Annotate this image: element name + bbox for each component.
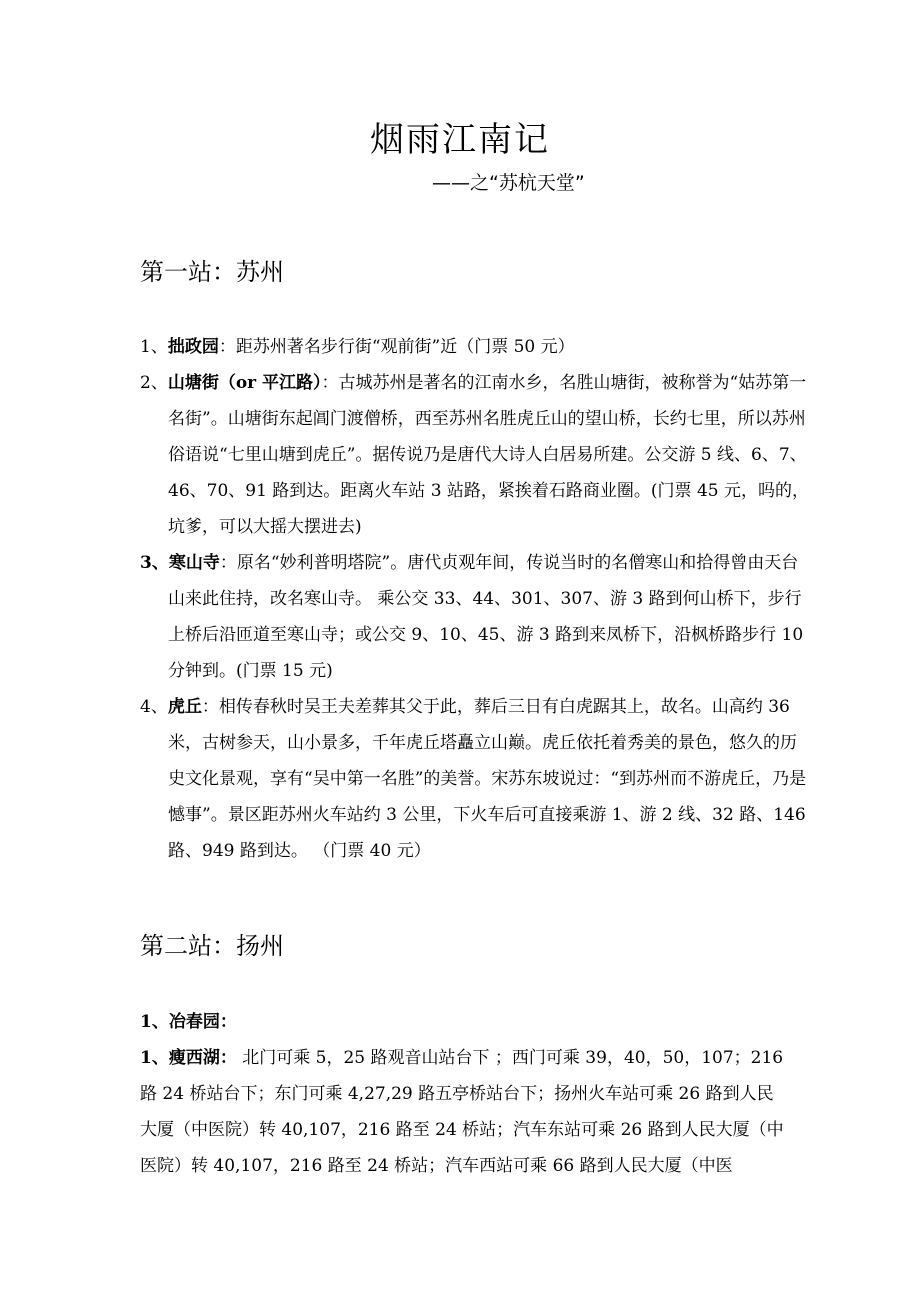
item-number: 1、 [140,1012,169,1032]
item-separator: ： [321,373,339,393]
document-title: 烟雨江南记 [370,120,550,160]
item-separator: ： [219,1048,237,1068]
item-number: 4、 [140,697,168,717]
item-label: 虎丘 [167,697,202,717]
item-text: 北门可乘 5，25 路观音山站台下 ；西门可乘 39，40，50，107；216 路 24 桥站台下；东门可乘 4,27,29 路五亭桥站台下；扬州火车站可乘 26 路到人民大厦（中医院）转 40,107，216 路至 24 桥站；汽车东站可乘 26 路到人民大厦（中医院）转 40,107，216 路至 24 桥站；汽车西站可乘 66 路到人民大厦（中医 [140,1048,784,1176]
item-separator: ： [218,337,236,357]
list-item [140,329,813,365]
item-separator: ： [219,553,237,573]
list-item [140,689,813,869]
item-separator: ： [219,1012,237,1032]
document-subtitle: ——之“苏杭天堂” [432,172,585,194]
list-item [140,545,813,689]
item-text: 相传春秋时吴王夫差葬其父于此，葬后三日有白虎踞其上，故名。山高约 36 米，古树参天，山小景多，千年虎丘塔矗立山巅。虎丘依托着秀美的景色，悠久的历史文化景观，享有“吴中第一名胜”的美誉。宋苏东坡说过：“到苏州而不游虎丘，乃是憾事”。景区距苏州火车站约 3 公里，下火车后可直接乘游 1、游 2 线、32 路、146 路、949 路到达。 （门票 40 元） [168,697,807,861]
item-text: 距苏州著名步行街“观前街”近（门票 50 元） [235,337,575,357]
item-label: 冶春园 [168,1012,220,1032]
item-separator: ： [201,697,219,717]
item-number: 1、 [140,1048,169,1068]
item-number: 1、 [140,337,168,357]
section-heading-yangzhou: 第二站：扬州 [140,932,284,960]
item-label: 寒山寺 [168,553,220,573]
list-item [140,1040,785,1184]
item-number: 2、 [140,373,168,393]
item-number: 3、 [140,553,169,573]
item-text: 原名“妙利普明塔院”。唐代贞观年间，传说当时的名僧寒山和拾得曾由天台山来此住持，改名寒山寺。 乘公交 33、44、301、307、游 3 路到何山桥下，步行上桥后沿匝道至寒山寺；或公交 9、10、45、游 3 路到来凤桥下，沿枫桥路步行 10 分钟到。(门票 15 元) [168,553,804,681]
item-label: 瘦西湖 [168,1048,220,1068]
list-item [140,365,813,545]
section-heading-suzhou: 第一站：苏州 [140,258,284,286]
item-text: 古城苏州是著名的江南水乡，名胜山塘街，被称誉为“姑苏第一名街”。山塘街东起阊门渡僧桥，西至苏州名胜虎丘山的望山桥，长约七里，所以苏州俗语说“七里山塘到虎丘”。据传说乃是唐代大诗人白居易所建。公交游 5 线、6、7、46、70、91 路到达。距离火车站 3 站路，紧挨着石路商业圈。(门票 45 元，吗的，坑爹，可以大摇大摆进去) [168,373,809,537]
list-item [140,1004,785,1040]
item-label: 拙政园 [167,337,219,357]
item-label: 山塘街（or 平江路） [167,373,322,393]
